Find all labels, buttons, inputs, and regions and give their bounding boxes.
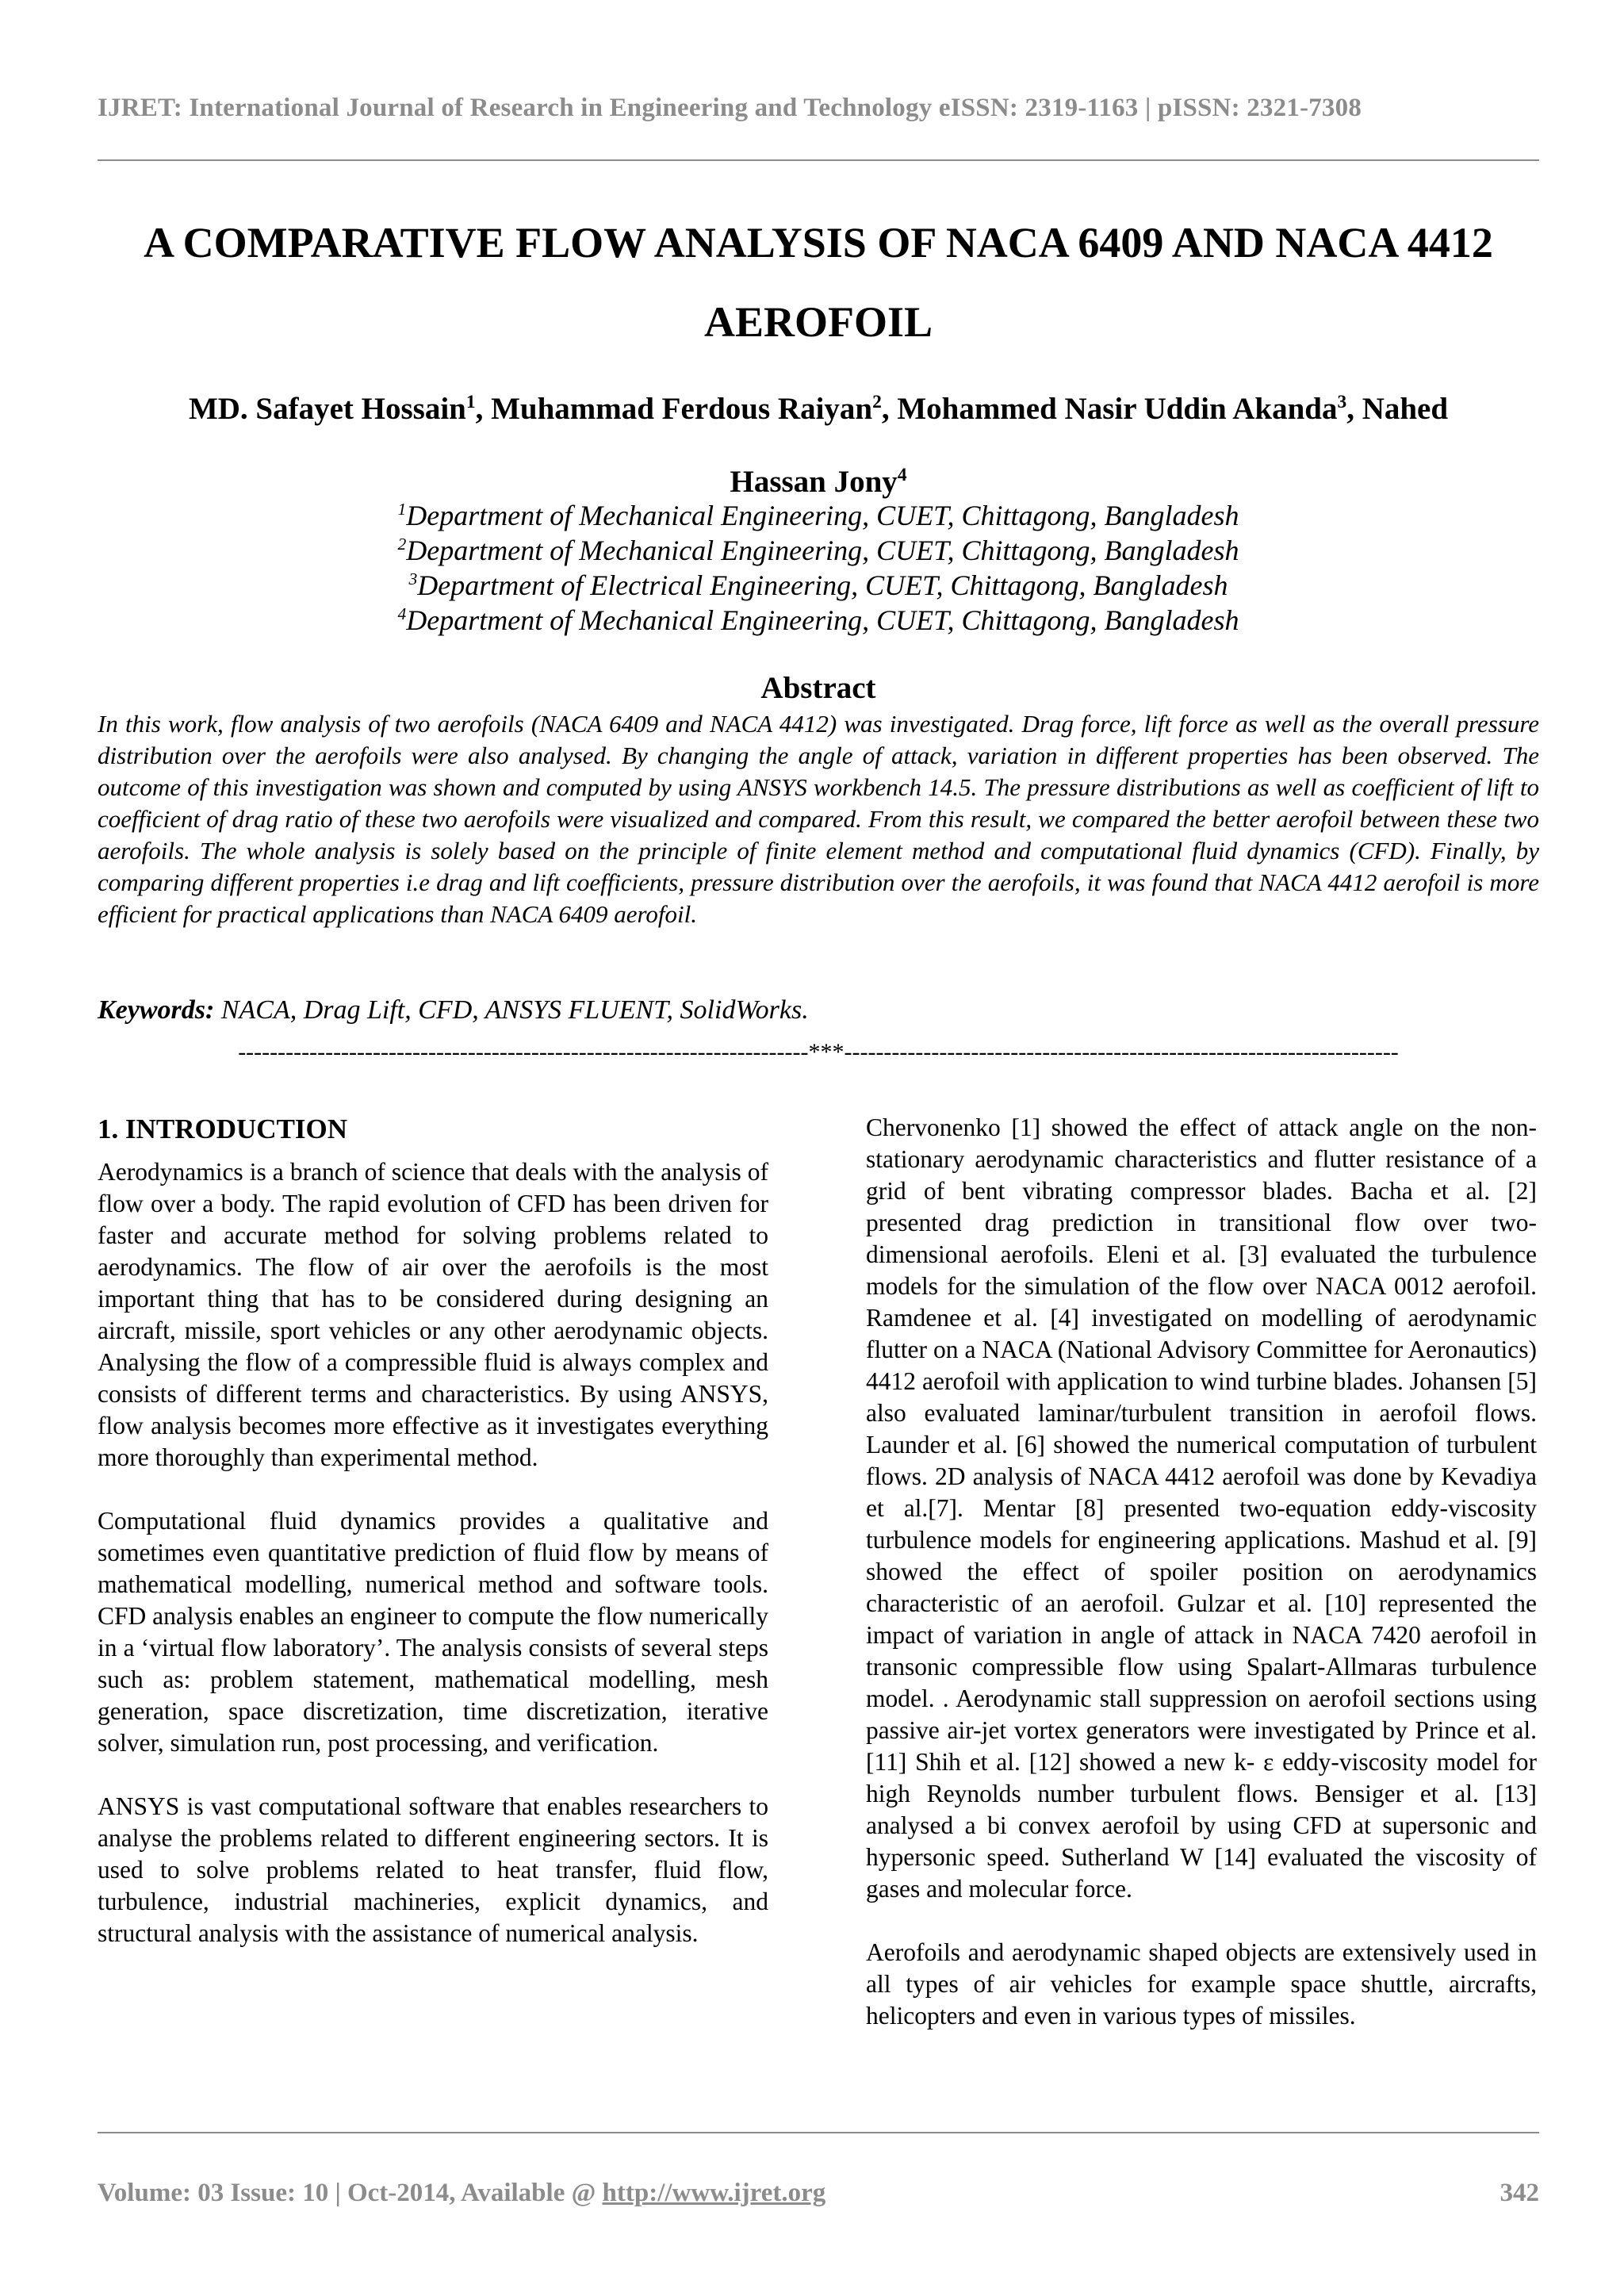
author-affiliation-mark: 2: [872, 392, 882, 412]
author-name: MD. Safayet Hossain: [188, 392, 466, 426]
left-column: [98, 1110, 768, 1981]
section-heading: 1. INTRODUCTION: [98, 1114, 348, 1144]
affiliation-text: Department of Mechanical Engineering, CUET, Chittagong, Bangladesh: [406, 500, 1239, 531]
affiliation-line: [98, 568, 1539, 603]
author-separator: , Nahed: [1346, 392, 1449, 426]
affiliation-line: [98, 603, 1539, 638]
footer-divider: [98, 2132, 1539, 2133]
title-line-1: A COMPARATIVE FLOW ANALYSIS OF NACA 6409 AND NACA 4412: [144, 219, 1493, 266]
running-header: IJRET: International Journal of Research in Engineering and Technology eISSN: 2319-1163 | pISSN: 2321-7308: [98, 94, 1362, 122]
author-affiliation-mark: 1: [465, 392, 476, 412]
affiliation-line: [98, 498, 1539, 533]
author-affiliation-mark: 3: [1337, 392, 1347, 412]
affiliation-mark: 1: [397, 500, 407, 519]
title-line-2: AEROFOIL: [703, 298, 933, 346]
affiliation-list: [98, 498, 1539, 638]
abstract-heading: Abstract: [760, 671, 876, 705]
author-name: Muhammad Ferdous Raiyan: [491, 392, 873, 426]
body-paragraph: ANSYS is vast computational software that enables researchers to analyse the problems related to different engineering sectors. It is used to solve problems related to heat transfer, fluid flow, turbulence, industrial machineries, explicit dynamics, and structural analysis with the assistance of numerical analysis.: [98, 1792, 768, 1947]
body-paragraph: Aerodynamics is a branch of science that deals with the analysis of flow over a body. The rapid evolution of CFD has been driven for faster and accurate method for solving problems related to aerodynamics. The flow of air over the aerofoils is the most important thing that has to be considered during designing an aircraft, missile, sport vehicles or any other aerodynamic objects. Analysing the flow of a compressible fluid is always complex and consists of different terms and characteristics. By using ANSYS, flow analysis becomes more effective as it investigates everything more thoroughly than experimental method.: [98, 1158, 768, 1471]
footer-text: Volume: 03 Issue: 10 | Oct-2014, Available @: [98, 2179, 603, 2207]
section-separator: ------------------------------------------------------------------------***----------------------------------------------------------------------: [238, 1039, 1399, 1065]
affiliation-mark: 2: [397, 535, 407, 554]
author-list: [98, 373, 1539, 519]
keywords-label: Keywords:: [98, 995, 215, 1025]
body-paragraph: Chervonenko [1] showed the effect of attack angle on the non-stationary aerodynamic characteristics and flutter resistance of a grid of bent vibrating compressor blades. Bacha et al. [2] presented drag prediction in transitional flow over two-dimensional aerofoils. Eleni et al. [3] evaluated the turbulence models for the simulation of the flow over NACA 0012 aerofoil. Ramdenee et al. [4] investigated on modelling of aerodynamic flutter on a NACA (National Advisory Committee for Aeronautics) 4412 aerofoil with application to wind turbine blades. Johansen [5] also evaluated laminar/turbulent transition in aerofoil flows. Launder et al. [6] showed the numerical computation of turbulent flows. 2D analysis of NACA 4412 aerofoil was done by Kevadiya et al.[7]. Mentar [8] presented two-equation eddy-viscosity turbulence models for engineering applications. Mashud et al. [9] showed the effect of spoiler position on aerodynamics characteristic of an aerofoil. Gulzar et al. [10] represented the impact of variation in angle of attack in NACA 7420 aerofoil in transonic compressible flow using Spalart-Allmaras turbulence model. . Aerodynamic stall suppression on aerofoil sections using passive air-jet vortex generators were investigated by Prince et al. [11] Shih et al. [12] showed a new k- ε eddy-viscosity model for high Reynolds number turbulent flows. Bensiger et al. [13] analysed a bi convex aerofoil by using CFD at supersonic and hypersonic speed. Sutherland W [14] evaluated the viscosity of gases and molecular force.: [866, 1114, 1537, 1903]
page-footer: [98, 2179, 1539, 2208]
page-number: 342: [1500, 2179, 1539, 2207]
keywords-text: NACA, Drag Lift, CFD, ANSYS FLUENT, SolidWorks.: [214, 995, 809, 1025]
abstract-text: In this work, flow analysis of two aerofoils (NACA 6409 and NACA 4412) was investigated. Drag force, lift force as well as the overall pressure distribution over the aerofoils were also analysed. By changing the angle of attack, variation in different properties has been observed. The outcome of this investigation was shown and computed by using ANSYS workbench 14.5. The pressure distributions as well as coefficient of lift to coefficient of drag ratio of these two aerofoils were visualized and compared. From this result, we compared the better aerofoil between these two aerofoils. The whole analysis is solely based on the principle of finite element method and computational fluid dynamics (CFD). Finally, by comparing different properties i.e drag and lift coefficients, pressure distribution over the aerofoils, it was found that NACA 4412 aerofoil is more efficient for practical applications than NACA 6409 aerofoil.: [98, 710, 1539, 928]
author-affiliation-mark: 4: [897, 465, 907, 485]
affiliation-mark: 3: [408, 569, 418, 588]
affiliation-line: [98, 533, 1539, 568]
right-column: [866, 1112, 1537, 2064]
affiliation-mark: 4: [397, 604, 407, 623]
body-paragraph: Computational fluid dynamics provides a qualitative and sometimes even quantitative prediction of fluid flow by means of mathematical modelling, numerical method and software tools. CFD analysis enables an engineer to compute the flow numerically in a ‘virtual flow laboratory’. The analysis consists of several steps such as: problem statement, mathematical modelling, mesh generation, space discretization, time discretization, iterative solver, simulation run, post processing, and verification.: [98, 1507, 768, 1757]
header-divider: [98, 159, 1539, 161]
keywords-line: [98, 995, 1539, 1025]
paper-title: [98, 203, 1539, 362]
author-separator: ,: [475, 392, 492, 426]
affiliation-text: Department of Mechanical Engineering, CUET, Chittagong, Bangladesh: [406, 535, 1239, 566]
author-separator: ,: [881, 392, 898, 426]
author-name: Mohammed Nasir Uddin Akanda: [897, 392, 1338, 426]
affiliation-text: Department of Electrical Engineering, CUET, Chittagong, Bangladesh: [417, 569, 1228, 601]
journal-link[interactable]: http://www.ijret.org: [602, 2179, 826, 2207]
affiliation-text: Department of Mechanical Engineering, CUET, Chittagong, Bangladesh: [406, 604, 1239, 636]
author-name: Hassan Jony: [730, 465, 898, 499]
body-paragraph: Aerofoils and aerodynamic shaped objects are extensively used in all types of air vehicles for example space shuttle, aircrafts, helicopters and even in various types of missiles.: [866, 1938, 1537, 2030]
